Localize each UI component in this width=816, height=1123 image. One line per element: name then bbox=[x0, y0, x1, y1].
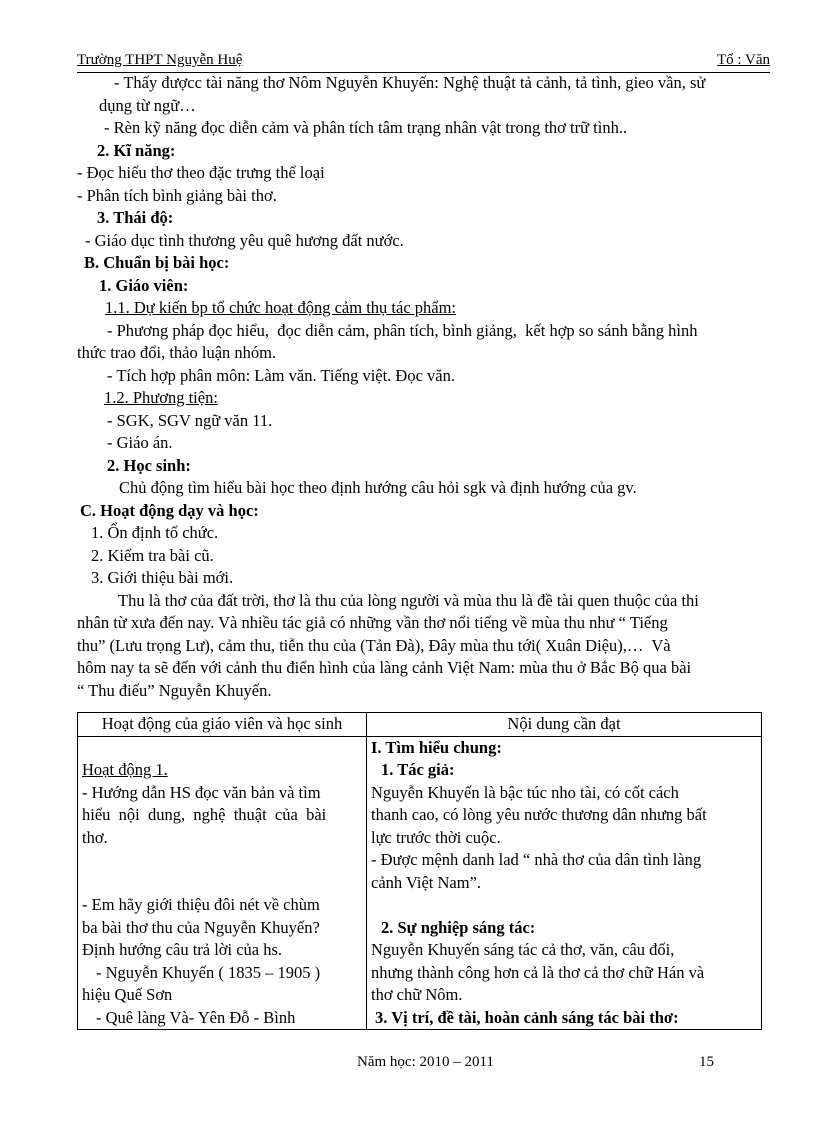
paragraph-line: 1. Ổn định tổ chức. bbox=[91, 523, 219, 542]
cell-line: thơ. bbox=[82, 827, 108, 847]
section-heading: 1. Giáo viên: bbox=[99, 275, 189, 295]
section-heading: B. Chuẩn bị bài học: bbox=[84, 253, 230, 272]
paragraph-line: thức trao đổi, thảo luận nhóm. bbox=[77, 343, 277, 362]
cell-line: Nguyễn Khuyến sáng tác cả thơ, văn, câu đối, bbox=[371, 940, 675, 959]
activity-heading: Hoạt động 1. bbox=[82, 760, 168, 779]
spacer bbox=[82, 737, 362, 760]
cell-line: - Nguyễn Khuyến ( 1835 – 1905 ) bbox=[96, 962, 321, 982]
subject-group: Tổ : Văn bbox=[716, 52, 770, 68]
paragraph-line: - Phương pháp đọc hiểu, đọc diễn cảm, phân tích, bình giảng, kết hợp so sánh bằng hình bbox=[107, 320, 698, 340]
table-header-row bbox=[78, 713, 762, 737]
content-subheading: 3. Vị trí, đề tài, hoàn cảnh sáng tác bài thơ: bbox=[375, 1007, 679, 1027]
cell-line: thanh cao, có lòng yêu nước thương dân nhưng bất bbox=[371, 805, 707, 824]
paragraph-line: Thu là thơ của đất trời, thơ là thu của lòng người và mùa thu là đề tài quen thuộc của thi bbox=[118, 590, 699, 610]
cell-line: nhưng thành công hơn cả là thơ cả thơ chữ Hán và bbox=[371, 962, 705, 982]
cell-line: Nguyễn Khuyến là bậc túc nho tài, có cốt cách bbox=[371, 782, 679, 802]
content-subheading: 2. Sự nghiệp sáng tác: bbox=[381, 917, 536, 937]
paragraph-line: “ Thu điếu” Nguyễn Khuyến. bbox=[77, 680, 272, 700]
paragraph-line: - Đọc hiểu thơ theo đặc trưng thể loại bbox=[77, 163, 325, 182]
spacer bbox=[371, 894, 757, 917]
lesson-table bbox=[77, 712, 762, 1030]
paragraph-line: 3. Giới thiệu bài mới. bbox=[91, 568, 234, 587]
table-row bbox=[78, 736, 762, 1030]
school-year: Năm học: 2010 – 2011 bbox=[357, 1054, 494, 1070]
column-header-content: Nội dung cần đạt bbox=[367, 713, 762, 737]
cell-line: - Quê làng Và- Yên Đỗ - Bình bbox=[96, 1007, 296, 1027]
paragraph-line: - Thấy đượcc tài năng thơ Nôm Nguyễn Khuyến: Nghệ thuật tả cảnh, tả tình, gieo vần, sử bbox=[114, 73, 706, 92]
paragraph-line: - Tích hợp phân môn: Làm văn. Tiếng việt. Đọc văn. bbox=[107, 365, 455, 385]
paragraph-line: Chủ động tìm hiểu bài học theo định hướng câu hỏi sgk và định hướng của gv. bbox=[119, 478, 637, 497]
content-heading: I. Tìm hiểu chung: bbox=[371, 737, 502, 757]
paragraph-line: - Giáo dục tình thương yêu quê hương đất nước. bbox=[85, 230, 404, 250]
section-heading: 2. Học sinh: bbox=[107, 455, 191, 475]
section-heading: C. Hoạt động dạy và học: bbox=[80, 500, 259, 520]
paragraph-line: 2. Kiểm tra bài cũ. bbox=[91, 545, 214, 565]
content-subheading: 1. Tác giả: bbox=[381, 760, 455, 779]
page-number: 15 bbox=[699, 1054, 714, 1070]
cell-line: Định hướng câu trả lời của hs. bbox=[82, 940, 283, 959]
cell-line: cảnh Việt Nam”. bbox=[371, 872, 482, 892]
spacer bbox=[82, 849, 362, 872]
subsection-heading: 1.1. Dự kiến bp tổ chức hoạt động cảm thụ tác phẩm: bbox=[105, 298, 457, 317]
paragraph-line: - Phân tích bình giảng bài thơ. bbox=[77, 185, 277, 205]
paragraph-line: nhân từ xưa đến nay. Và nhiều tác giả có những vần thơ nổi tiếng về mùa thu như “ Tiếng bbox=[77, 613, 668, 632]
cell-line: ba bài thơ thu của Nguyễn Khuyến? bbox=[82, 917, 320, 937]
cell-line: - Em hãy giới thiệu đôi nét về chùm bbox=[82, 895, 320, 914]
column-header-activities: Hoạt động của giáo viên và học sinh bbox=[78, 713, 367, 737]
paragraph-line: hôm nay ta sẽ đến với cảnh thu điển hình của làng cảnh Việt Nam: mùa thu ở Bắc Bộ qua bài bbox=[77, 658, 692, 677]
cell-line: hiệu Quế Sơn bbox=[82, 985, 173, 1004]
school-name: Trường THPT Nguyễn Huệ bbox=[77, 52, 243, 68]
spacer bbox=[82, 872, 362, 895]
cell-line: - Được mệnh danh lad “ nhà thơ của dân tình làng bbox=[371, 850, 702, 869]
cell-line: thơ chữ Nôm. bbox=[371, 985, 463, 1004]
paragraph-line: thu” (Lưu trọng Lư), cảm thu, tiễn thu của (Tản Đà), Đây mùa thu tới( Xuân Diệu),… Và bbox=[77, 635, 671, 655]
document-body bbox=[77, 72, 777, 702]
activities-cell bbox=[78, 736, 367, 1030]
page-header bbox=[77, 52, 770, 73]
cell-line: lực trước thời cuộc. bbox=[371, 827, 501, 847]
paragraph-line: - SGK, SGV ngữ văn 11. bbox=[107, 410, 273, 430]
cell-line: - Hướng dẫn HS đọc văn bản và tìm bbox=[82, 782, 321, 802]
paragraph-line: - Rèn kỹ năng đọc diễn cảm và phân tích tâm trạng nhân vật trong thơ trữ tình.. bbox=[104, 118, 628, 137]
content-cell bbox=[367, 736, 762, 1030]
section-heading: 2. Kĩ năng: bbox=[97, 140, 176, 160]
cell-line: hiểu nội dung, nghệ thuật của bài bbox=[82, 805, 327, 824]
section-heading: 3. Thái độ: bbox=[97, 208, 174, 227]
subsection-heading: 1.2. Phương tiện: bbox=[104, 388, 218, 407]
paragraph-line: - Giáo án. bbox=[107, 433, 173, 452]
paragraph-line: dụng từ ngữ… bbox=[99, 95, 196, 115]
